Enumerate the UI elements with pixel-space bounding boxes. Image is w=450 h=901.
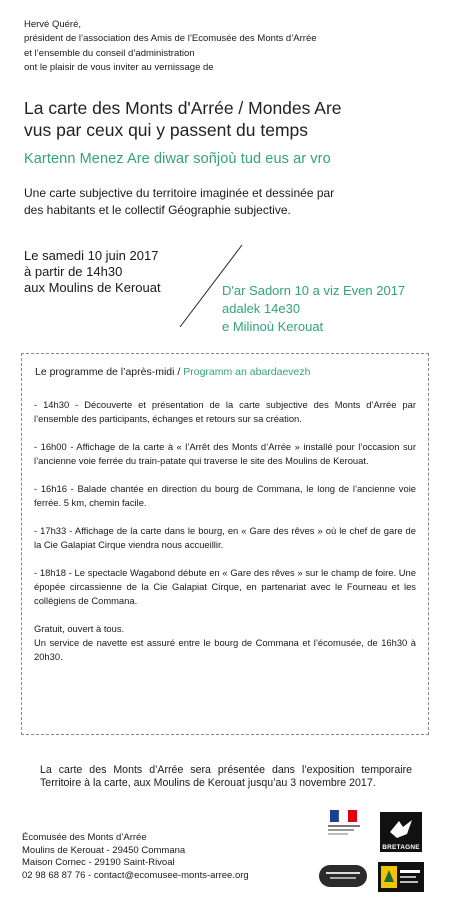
invitation-intro [24,18,434,76]
description-line-1: Une carte subjective du territoire imaginée et dessinée par [24,186,335,200]
title-line-1: La carte des Monts d'Arrée / Mondes Are [24,98,342,118]
date-br-line-3: e Milinoù Kerouat [222,319,324,334]
program-heading [35,366,311,378]
date-breton [222,282,405,336]
finistere-logo [378,862,424,892]
contact-line-4: 02 98 68 87 76 - contact@ecomusee-monts-arree.org [22,869,249,881]
program-item: - 16h16 - Balade chantée en direction du bourg de Commana, le long de l’ancienne voie ferrée. 5 km, chemin facile. [34,483,416,508]
republique-francaise-logo [324,808,364,838]
intro-line-2: président de l’association des Amis de l’Ecomusée des Monts d’Arrée [24,33,317,45]
program-heading-separator: / [174,366,184,378]
description-line-2: des habitants et le collectif Géographie subjective. [24,203,291,217]
parc-naturel-logo [318,863,368,889]
program-list [34,398,416,664]
free-entry-note: Gratuit, ouvert à tous. [34,623,125,634]
exhibition-note: La carte des Monts d’Arrée sera présentée dans l’exposition temporaire Territoire à la carte, aux Moulins de Kerouat jusqu’au 3 novembre 2017. [40,764,412,790]
date-br-line-2: adalek 14e30 [222,301,301,316]
program-item: - 17h33 - Affichage de la carte dans le bourg, en « Gare des rêves » où le chef de gare de la Cie Galapiat Cirque viendra nous accueillir. [34,525,416,550]
program-item: - 16h00 - Affichage de la carte à « l’Arrêt des Monts d’Arrée » installé pour l’occasion sur l’ancienne voie ferrée du train-patate qui traverse le site des Moulins de Kerouat. [34,441,416,466]
partner-logos [318,808,430,894]
date-fr-line-2: à partir de 14h30 [24,264,123,279]
date-fr-line-1: Le samedi 10 juin 2017 [24,248,159,263]
event-description [24,185,434,219]
program-item: - 14h30 - Découverte et présentation de la carte subjective des Monts d’Arrée par l’ensemble des participants, échanges et retours sur sa création. [34,399,416,424]
date-french [24,248,161,296]
program-item: - 18h18 - Le spectacle Wagabond débute en « Gare des rêves » sur le champ de foire. Une épopée circassienne de la Cie Galapiat Cirque, en partenariat avec le Fourneau et les collégiens de Commana. [34,567,416,606]
date-fr-line-3: aux Moulins de Kerouat [24,280,161,295]
event-title [24,97,434,141]
program-heading-br: Programm an abardaevezh [183,366,311,378]
intro-line-1: Hervé Quéré, [24,19,82,30]
contact-line-1: Écomusée des Monts d’Arrée [22,832,147,843]
shuttle-note: Un service de navette est assuré entre le bourg de Commana et l’écomusée, de 16h30 à 20h30. [34,637,416,662]
region-bretagne-label: BRETAGNE [382,844,420,851]
title-line-2: vus par ceux qui y passent du temps [24,120,309,140]
contact-line-3: Maison Cornec - 29190 Saint-Rivoal [22,857,175,868]
breton-title: Kartenn Menez Are diwar soñjoù tud eus ar vro [24,151,331,167]
program-heading-fr: Le programme de l’après-midi [35,366,175,378]
date-br-line-1: D'ar Sadorn 10 a viz Even 2017 [222,283,406,298]
contact-line-2: Moulins de Kerouat - 29450 Commana [22,844,186,856]
contact-block [22,832,249,882]
intro-line-4: ont le plaisir de vous inviter au vernissage de [24,62,214,74]
intro-line-3: et l’ensemble du conseil d’administration [24,47,195,59]
